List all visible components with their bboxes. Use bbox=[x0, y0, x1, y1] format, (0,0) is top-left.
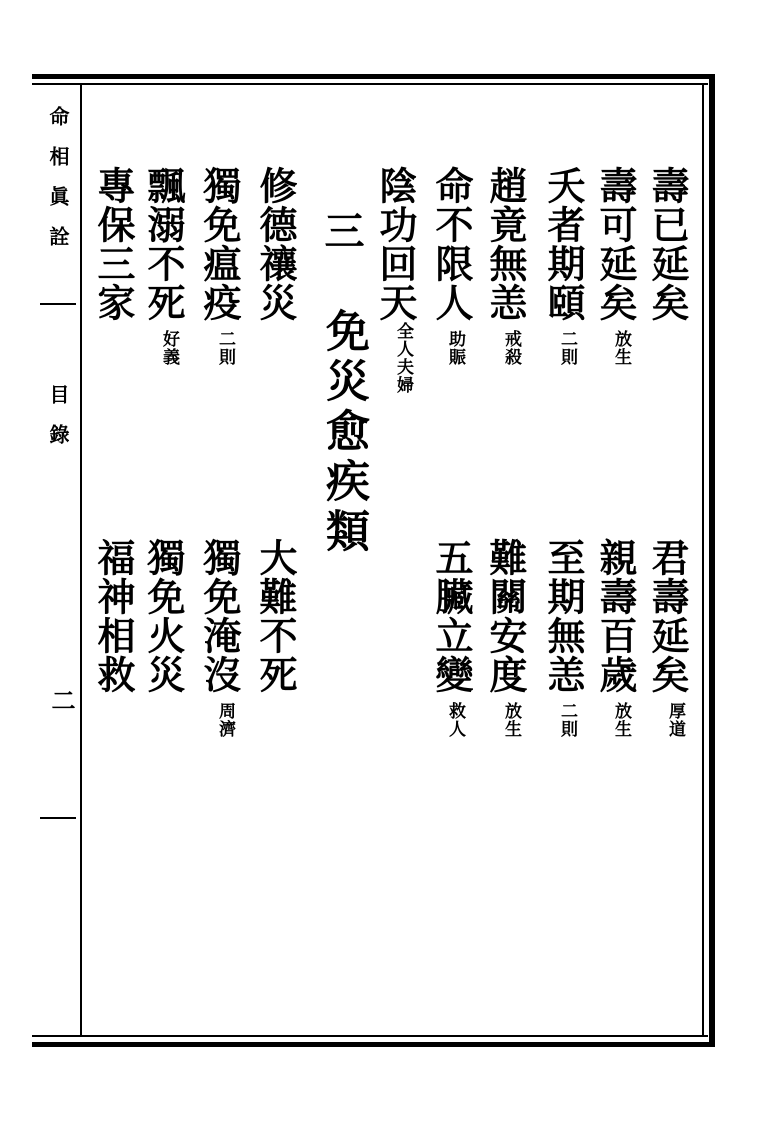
entry-title: 難關安度 bbox=[483, 538, 528, 694]
top-inner-rule bbox=[32, 83, 708, 85]
entry-note: 好義 bbox=[159, 330, 179, 366]
margin-tick-lower bbox=[40, 817, 76, 819]
page-number: 二 bbox=[47, 688, 76, 712]
entry-title: 至期無恙 bbox=[541, 538, 586, 694]
entry-note: 放生 bbox=[611, 330, 631, 366]
margin-tick-upper bbox=[40, 303, 76, 305]
entry-title: 趙竟無恙 bbox=[483, 166, 528, 322]
entry-note: 救人 bbox=[445, 702, 465, 738]
entry-note: 放生 bbox=[501, 702, 521, 738]
section-title: 免災愈疾類 bbox=[318, 308, 369, 558]
entry-title: 飄溺不死 bbox=[141, 166, 186, 322]
book-title: 命相眞詮 bbox=[46, 106, 70, 266]
entry-title: 君壽延矣 bbox=[645, 538, 690, 694]
entry-note: 二則 bbox=[215, 330, 235, 366]
entry-note: 二則 bbox=[557, 330, 577, 366]
right-inner-rule bbox=[702, 85, 704, 1035]
right-border-rule bbox=[709, 74, 715, 1047]
entry-title: 壽可延矣 bbox=[593, 166, 638, 322]
entry-title: 修德禳災 bbox=[253, 166, 298, 322]
bottom-border-rule bbox=[32, 1042, 714, 1047]
section-number: 三 bbox=[318, 210, 365, 260]
entry-note: 助賑 bbox=[445, 330, 465, 366]
entry-title: 五臟立變 bbox=[429, 538, 474, 694]
entry-note: 二則 bbox=[557, 702, 577, 738]
entry-note: 全人夫婦 bbox=[393, 322, 413, 394]
entry-title: 親壽百歲 bbox=[593, 538, 638, 694]
section-label: 目錄 bbox=[46, 384, 70, 464]
entry-title: 獨免瘟疫 bbox=[197, 166, 242, 322]
bottom-inner-rule bbox=[32, 1035, 708, 1037]
entry-note: 厚道 bbox=[665, 702, 685, 738]
entry-title: 壽已延矣 bbox=[645, 166, 690, 322]
entry-title: 陰功回天 bbox=[373, 166, 418, 322]
margin-divider-rule bbox=[80, 85, 82, 1035]
entry-title: 專保三家 bbox=[91, 166, 136, 322]
entry-title: 夭者期頤 bbox=[541, 166, 586, 322]
entry-title: 福神相救 bbox=[91, 538, 136, 694]
entry-note: 戒殺 bbox=[501, 330, 521, 366]
entry-title: 大難不死 bbox=[253, 538, 298, 694]
entry-title: 獨免火災 bbox=[141, 538, 186, 694]
entry-note: 周濟 bbox=[215, 702, 235, 738]
top-border-rule bbox=[32, 74, 714, 79]
entry-title: 獨免淹沒 bbox=[197, 538, 242, 694]
entry-note: 放生 bbox=[611, 702, 631, 738]
entry-title: 命不限人 bbox=[429, 166, 474, 322]
